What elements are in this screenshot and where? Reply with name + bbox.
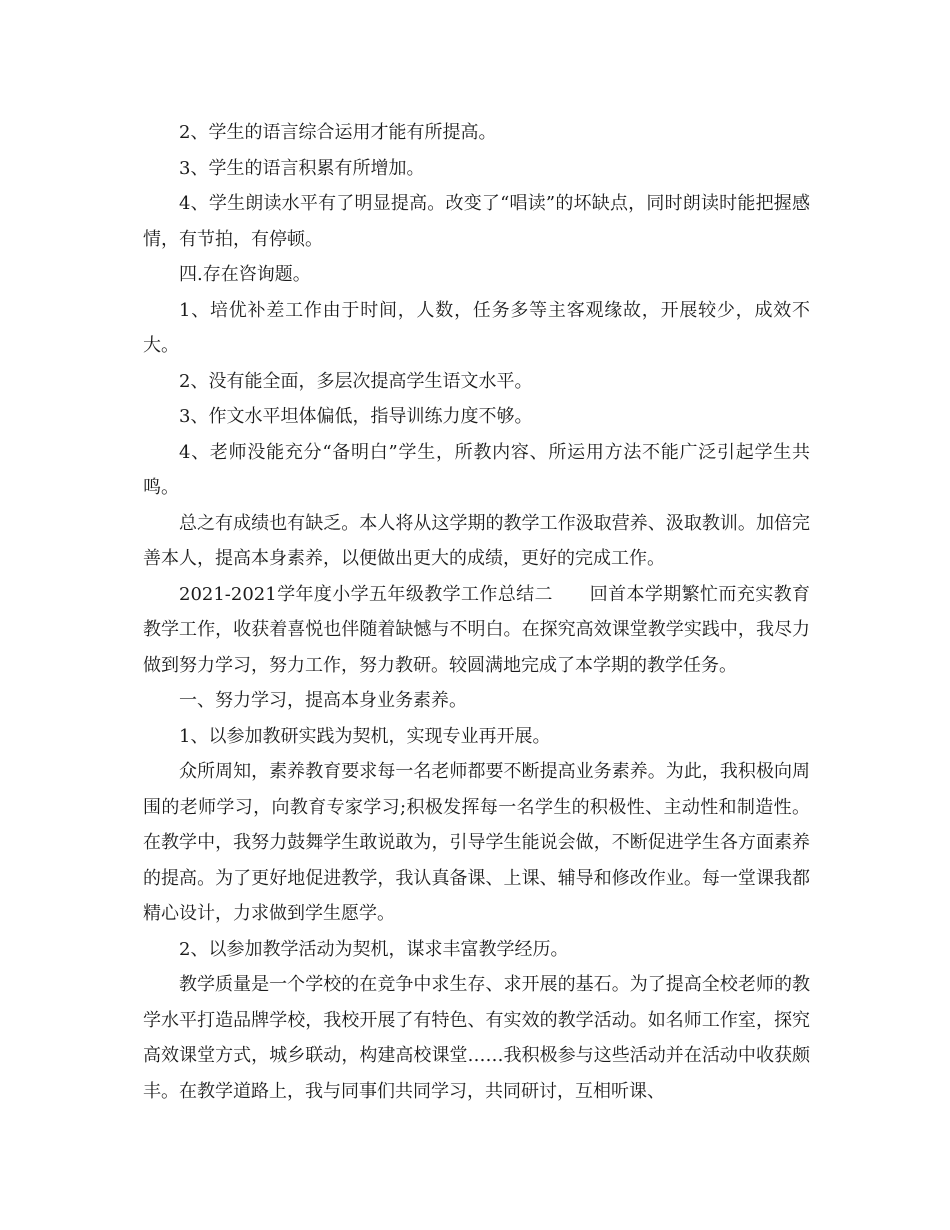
paragraph: 教学质量是一个学校的在竞争中求生存、求开展的基石。为了提高全校老师的教学水平打造品牌学校，我校开展了有特色、有实效的教学活动。如名师工作室，探究高效课堂方式，城乡联动，构建高校课堂……我积极参与这些活动并在活动中收获颇丰。在教学道路上，我与同事们共同学习，共同研讨，互相听课、 [143,974,810,1102]
paragraph: 2、以参加教学活动为契机，谋求丰富教学经历。 [179,938,569,960]
paragraph: 4、学生朗读水平有了明显提高。改变了“唱读”的坏缺点，同时朗读时能把握感情，有节拍，有停顿。 [143,193,810,250]
paragraph: 2、没有能全面，多层次提高学生语文水平。 [179,370,533,392]
paragraph: 2021-2021学年度小学五年级教学工作总结二 回首本学期繁忙而充实教育教学工作，收获着喜悦也伴随着缺憾与不明白。在探究高效课堂教学实践中，我尽力做到努力学习，努力工作，努力教研。较圆满地完成了本学期的教学任务。 [143,583,810,676]
paragraph: 众所周知，素养教育要求每一名老师都要不断提高业务素养。为此，我积极向周围的老师学习，向教育专家学习;积极发挥每一名学生的积极性、主动性和制造性。在教学中，我努力鼓舞学生敢说敢为，引导学生能说会做，不断促进学生各方面素养的提高。为了更好地促进教学，我认真备课、上课、辅导和修改作业。每一堂课我都精心设计，力求做到学生愿学。 [143,761,810,924]
paragraph: 3、作文水平坦体偏低，指导训练力度不够。 [179,406,533,427]
paragraph: 4、老师没能充分“备明白”学生，所教内容、所运用方法不能广泛引起学生共鸣。 [143,441,810,498]
paragraph: 3、学生的语言积累有所增加。 [179,157,425,179]
paragraph: 2、学生的语言综合运用才能有所提高。 [179,122,497,143]
paragraph: 一、努力学习，提高本身业务素养。 [179,690,467,711]
body-text [143,115,810,1109]
paragraph: 四.存在咨询题。 [179,264,311,285]
paragraph: 1、以参加教研实践为契机，实现专业再开展。 [179,725,551,747]
paragraph: 1、培优补差工作由于时间，人数，任务多等主客观缘故，开展较少，成效不大。 [143,299,810,356]
paragraph: 总之有成绩也有缺乏。本人将从这学期的教学工作汲取营养、汲取教训。加倍完善本人，提高本身素养，以便做出更大的成绩，更好的完成工作。 [143,512,810,569]
